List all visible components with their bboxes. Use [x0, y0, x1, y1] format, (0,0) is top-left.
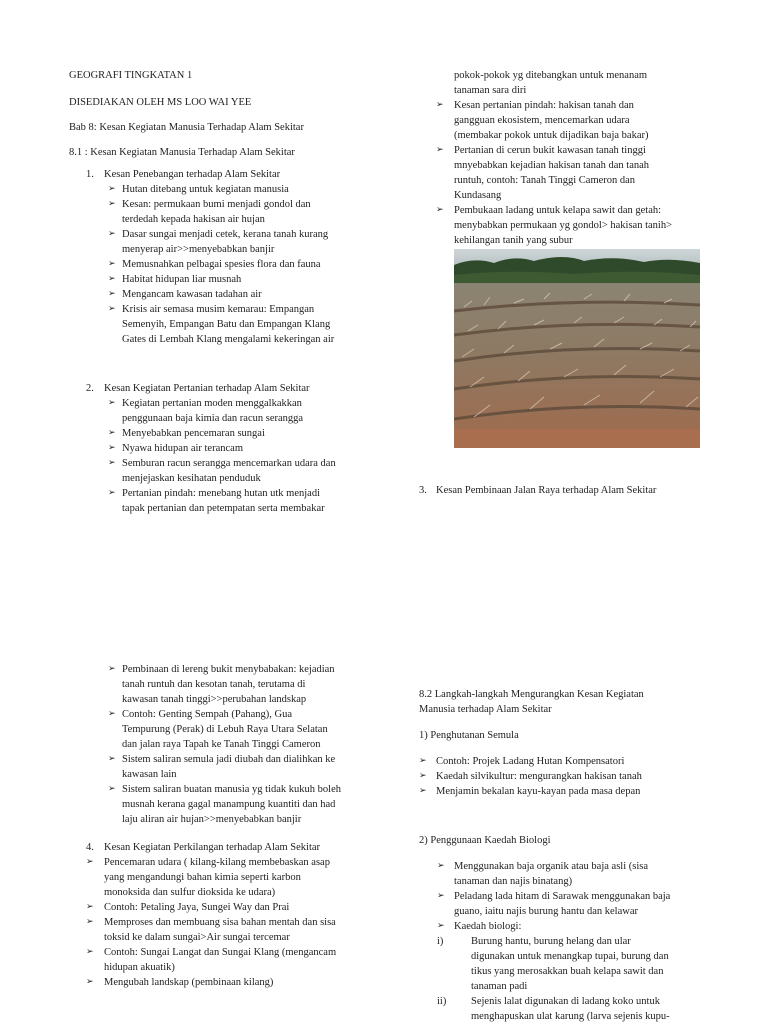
list-item-line: tanaman dan najis binatang): [454, 876, 573, 887]
arrow-bullet-icon: ➢: [86, 917, 94, 927]
subject-title: GEOGRAFI TINGKATAN 1: [69, 70, 193, 81]
roman-item-line: Burung hantu, burung helang dan ular: [471, 936, 631, 947]
list-item-line: hidupan akuatik): [104, 962, 175, 973]
arrow-bullet-icon: ➢: [108, 304, 116, 314]
arrow-bullet-icon: ➢: [108, 199, 116, 209]
list-item-line: Pembinaan di lereng bukit menybabakan: kejadian: [122, 664, 335, 675]
list-item-line: Dasar sungai menjadi cetek, kerana tanah kurang: [122, 229, 329, 240]
list-item-line: terdedah kepada hakisan air hujan: [122, 214, 265, 225]
arrow-bullet-icon: ➢: [108, 289, 116, 299]
list-item-line: monoksida dan sulfur dioksida ke udara): [104, 887, 276, 898]
list-item-line: Habitat hidupan liar musnah: [122, 274, 242, 285]
arrow-bullet-icon: ➢: [419, 771, 427, 781]
subheading-kaedah-biologi: 2) Penggunaan Kaedah Biologi: [419, 835, 551, 846]
arrow-bullet-icon: ➢: [108, 664, 116, 674]
list-item-line: Nyawa hidupan air terancam: [122, 443, 243, 454]
section-heading: Kesan Pembinaan Jalan Raya terhadap Alam Sekitar: [436, 485, 657, 496]
arrow-bullet-icon: ➢: [108, 259, 116, 269]
roman-item-line: tanaman padi: [471, 981, 528, 992]
list-item-line: Pertanian di cerun bukit kawasan tanah tinggi: [454, 145, 646, 156]
section-heading: Kesan Penebangan terhadap Alam Sekitar: [104, 169, 281, 180]
roman-numeral: i): [437, 936, 444, 947]
list-item-line: tapak pertanian dan petempatan serta membakar: [122, 503, 325, 514]
arrow-bullet-icon: ➢: [108, 398, 116, 408]
list-item-line: mnyebabkan kejadian hakisan tanah dan tanah: [454, 160, 650, 171]
section-number: 2.: [86, 383, 94, 394]
list-item-line: Kaedah biologi:: [454, 921, 522, 932]
section-number: 1.: [86, 169, 94, 180]
arrow-bullet-icon: ➢: [436, 205, 444, 215]
list-item-line: kehilangan tanih yang subur: [454, 235, 573, 246]
roman-item-line: tikus yang merosakkan buah kelapa sawit dan: [471, 966, 664, 977]
list-item-line: Menyebabkan pencemaran sungai: [122, 428, 265, 439]
list-item-line: Menjamin bekalan kayu-kayan pada masa depan: [436, 786, 641, 797]
subheading-penghutanan: 1) Penghutanan Semula: [419, 730, 519, 741]
list-item-line: musnah kerana gagal manampung kuantiti dan had: [122, 799, 336, 810]
list-item-line: Semenyih, Empangan Batu dan Empangan Klang: [122, 319, 331, 330]
section-heading: Kesan Kegiatan Perkilangan terhadap Alam Sekitar: [104, 842, 321, 853]
list-item-line: Gates di Lembah Klang mengalami kekeringan air: [122, 334, 335, 345]
section-number: 4.: [86, 842, 94, 853]
continued-line: tanaman sara diri: [454, 85, 527, 96]
list-item-line: penggunaan baja kimia dan racun serangga: [122, 413, 304, 424]
list-item-line: Semburan racun serangga mencemarkan udara dan: [122, 458, 336, 469]
list-item-line: yang mengandungi bahan kimia seperti karbon: [104, 872, 301, 883]
list-item-line: Krisis air semasa musim kemarau: Empangan: [122, 304, 315, 315]
arrow-bullet-icon: ➢: [436, 100, 444, 110]
section-title: 8.1 : Kesan Kegiatan Manusia Terhadap Alam Sekitar: [69, 147, 295, 158]
arrow-bullet-icon: ➢: [108, 754, 116, 764]
arrow-bullet-icon: ➢: [419, 756, 427, 766]
list-item-line: Contoh: Projek Ladang Hutan Kompensatori: [436, 756, 625, 767]
list-item-line: Pertanian pindah: menebang hutan utk menjadi: [122, 488, 320, 499]
arrow-bullet-icon: ➢: [437, 921, 445, 931]
list-item-line: kawasan lain: [122, 769, 177, 780]
arrow-bullet-icon: ➢: [419, 786, 427, 796]
arrow-bullet-icon: ➢: [108, 428, 116, 438]
list-item-line: Memproses dan membuang sisa bahan mentah dan sisa: [104, 917, 336, 928]
list-item-line: Peladang lada hitam di Sarawak menggunakan baja: [454, 891, 671, 902]
list-item-line: kawasan tanah tinggi>>perubahan landskap: [122, 694, 307, 705]
list-item-line: Kesan pertanian pindah: hakisan tanah dan: [454, 100, 634, 111]
arrow-bullet-icon: ➢: [436, 145, 444, 155]
list-item-line: Memusnahkan pelbagai spesies flora dan fauna: [122, 259, 321, 270]
list-item-line: Tempurung (Perak) di Lebuh Raya Utara Selatan: [122, 724, 328, 735]
section-8-2-title: 8.2 Langkah-langkah Mengurangkan Kesan Kegiatan: [419, 689, 644, 700]
list-item-line: Pembukaan ladang untuk kelapa sawit dan getah:: [454, 205, 662, 216]
list-item-line: Kesan: permukaan bumi menjadi gondol dan: [122, 199, 311, 210]
roman-item-line: menghapuskan ulat karung (larva sejenis kupu-: [471, 1011, 670, 1022]
list-item-line: Sistem saliran buatan manusia yg tidak kukuh boleh: [122, 784, 342, 795]
section-8-2-title: Manusia terhadap Alam Sekitar: [419, 704, 552, 715]
list-item-line: laju aliran air hujan>>menyebabkan banjir: [122, 814, 302, 825]
roman-item-line: digunakan untuk menangkap tupai, burung dan: [471, 951, 669, 962]
continued-line: pokok-pokok yg ditebangkan untuk menanam: [454, 70, 648, 81]
list-item-line: gangguan ekosistem, mencemarkan udara: [454, 115, 630, 126]
list-item-line: Mengubah landskap (pembinaan kilang): [104, 977, 274, 988]
farm-field-photo: [454, 249, 700, 448]
arrow-bullet-icon: ➢: [437, 891, 445, 901]
farm-field-svg: [454, 249, 700, 448]
list-item-line: Kaedah silvikultur: mengurangkan hakisan tanah: [436, 771, 642, 782]
list-item-line: Kegiatan pertanian moden menggalkakkan: [122, 398, 302, 409]
list-item-line: menyerap air>>menyebabkan banjir: [122, 244, 275, 255]
arrow-bullet-icon: ➢: [108, 709, 116, 719]
list-item-line: runtuh, contoh: Tanah Tinggi Cameron dan: [454, 175, 636, 186]
list-item-line: toksid ke dalam sungai>Air sungai tercemar: [104, 932, 290, 943]
roman-item-line: Sejenis lalat digunakan di ladang koko untuk: [471, 996, 660, 1007]
arrow-bullet-icon: ➢: [108, 458, 116, 468]
arrow-bullet-icon: ➢: [108, 229, 116, 239]
list-item-line: Mengancam kawasan tadahan air: [122, 289, 262, 300]
roman-numeral: ii): [437, 996, 447, 1007]
list-item-line: dan jalan raya Tapah ke Tanah Tinggi Cameron: [122, 739, 321, 750]
arrow-bullet-icon: ➢: [108, 184, 116, 194]
list-item-line: tanah runtuh dan kesotan tanah, terutama di: [122, 679, 306, 690]
arrow-bullet-icon: ➢: [86, 977, 94, 987]
arrow-bullet-icon: ➢: [437, 861, 445, 871]
list-item-line: Contoh: Genting Sempah (Pahang), Gua: [122, 709, 293, 720]
list-item-line: Menggunakan baja organik atau baja asli (sisa: [454, 861, 648, 872]
list-item-line: menybabkan permukaan yg gondol> hakisan tanih>: [454, 220, 672, 231]
list-item-line: (membakar pokok untuk dijadikan baja bakar): [454, 130, 649, 141]
section-number: 3.: [419, 485, 427, 496]
chapter-title: Bab 8: Kesan Kegiatan Manusia Terhadap Alam Sekitar: [69, 122, 304, 133]
list-item-line: Sistem saliran semula jadi diubah dan dialihkan ke: [122, 754, 336, 765]
list-item-line: guano, iaitu najis burung hantu dan kelawar: [454, 906, 638, 917]
arrow-bullet-icon: ➢: [86, 902, 94, 912]
arrow-bullet-icon: ➢: [108, 488, 116, 498]
list-item-line: Hutan ditebang untuk kegiatan manusia: [122, 184, 289, 195]
list-item-line: Kundasang: [454, 190, 502, 201]
arrow-bullet-icon: ➢: [108, 443, 116, 453]
list-item-line: Contoh: Sungai Langat dan Sungai Klang (mengancam: [104, 947, 337, 958]
list-item-line: Contoh: Petaling Jaya, Sungei Way dan Prai: [104, 902, 290, 913]
list-item-line: Pencemaran udara ( kilang-kilang membebaskan asap: [104, 857, 330, 868]
author-line: DISEDIAKAN OLEH MS LOO WAI YEE: [69, 97, 252, 108]
section-heading: Kesan Kegiatan Pertanian terhadap Alam Sekitar: [104, 383, 310, 394]
arrow-bullet-icon: ➢: [108, 274, 116, 284]
list-item-line: menjejaskan kesihatan penduduk: [122, 473, 261, 484]
arrow-bullet-icon: ➢: [86, 947, 94, 957]
arrow-bullet-icon: ➢: [86, 857, 94, 867]
arrow-bullet-icon: ➢: [108, 784, 116, 794]
